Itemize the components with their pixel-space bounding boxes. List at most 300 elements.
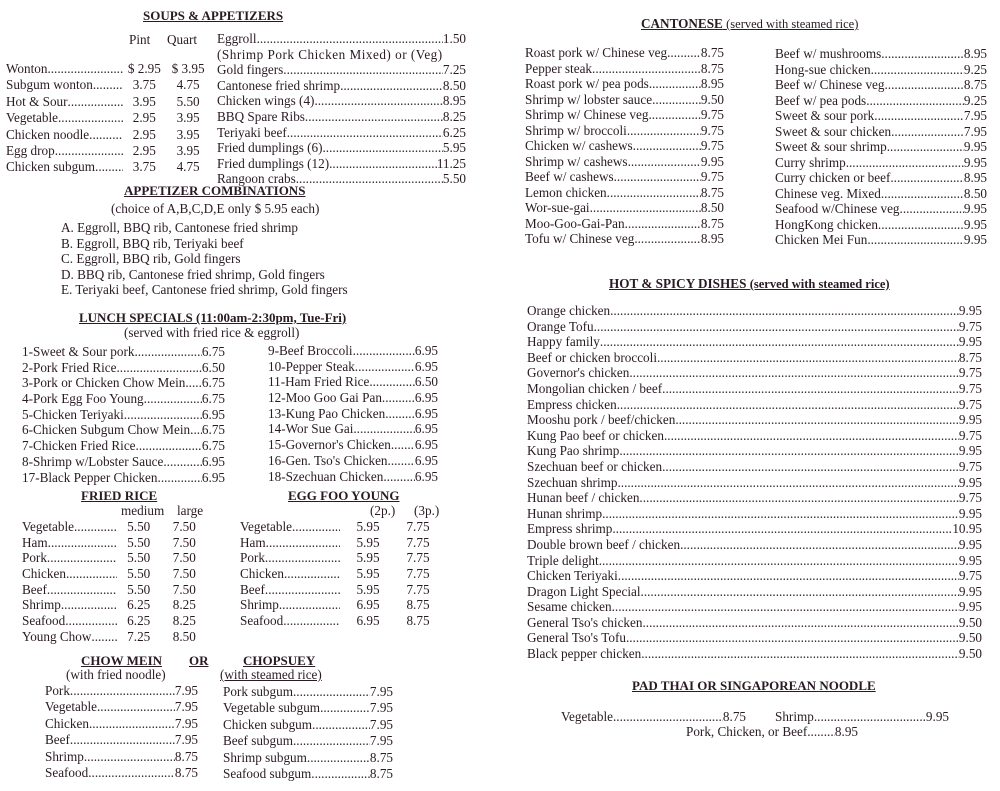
fried-rice-list xyxy=(22,519,208,645)
pad-thai-title: PAD THAI OR SINGAPOREAN NOODLE xyxy=(632,678,876,693)
pad-thai-vegetable: Vegetable ..... 8.75 xyxy=(561,709,746,725)
item-name: Eggroll xyxy=(217,31,257,46)
dot-leader xyxy=(61,597,117,613)
item-price: 9.95 xyxy=(958,412,982,428)
efy-col-2p: (2p.) xyxy=(370,503,396,518)
lunch-right-list xyxy=(268,343,438,484)
combos-subtitle: (choice of A,B,C,D,E only $ 5.95 each) xyxy=(111,201,320,216)
menu-item xyxy=(217,31,466,47)
combo-item: D. BBQ rib, Cantonese fried shrimp, Gold fingers xyxy=(61,266,325,282)
menu-item xyxy=(527,584,982,600)
lunch-title: LUNCH SPECIALS (11:00am-2:30pm, Tue-Fri) xyxy=(79,310,347,325)
hot-spicy-list xyxy=(527,303,982,662)
dot-leader xyxy=(89,716,175,732)
dot-leader xyxy=(599,553,959,569)
item-price-1: 6.25 xyxy=(127,613,151,629)
item-price: 6.75 xyxy=(201,375,225,391)
menu-item xyxy=(775,93,987,109)
dot-leader xyxy=(900,201,964,217)
item-price: 7.95 xyxy=(369,716,393,732)
item-name: Seafood xyxy=(22,613,66,629)
item-name-cell xyxy=(240,535,340,551)
item-name: Chicken w/ cashews xyxy=(525,138,633,153)
item-price: 6.25 xyxy=(442,124,466,140)
dot-leader xyxy=(612,521,952,537)
item-price: 9.95 xyxy=(958,599,982,615)
menu-item xyxy=(775,155,987,171)
item-name: Beef w/ mushrooms xyxy=(775,46,882,61)
menu-item xyxy=(22,470,225,486)
item-price: 8.75 xyxy=(369,765,393,781)
item-name: General Tso's chicken xyxy=(527,614,643,630)
dot-leader xyxy=(314,93,442,109)
item-price-1: 6.25 xyxy=(127,597,151,613)
dot-leader xyxy=(70,683,175,699)
item-price: 9.50 xyxy=(958,646,982,662)
item-name: Roast pork w/ Chinese veg xyxy=(525,45,668,60)
menu-item xyxy=(223,733,393,749)
item-price: 6.50 xyxy=(201,359,225,375)
menu-item xyxy=(217,125,466,141)
menu-item xyxy=(268,469,438,485)
item-price-2: 3.95 xyxy=(176,110,200,126)
item-name: Chicken Teriyaki xyxy=(527,568,618,584)
item-price: 6.95 xyxy=(414,437,438,453)
dot-leader xyxy=(89,127,123,143)
item-price-1: $ 2.95 xyxy=(127,61,161,76)
menu-item xyxy=(22,391,225,407)
dot-leader xyxy=(185,375,202,391)
dot-leader xyxy=(136,438,202,454)
item-name: Subgum wonton xyxy=(6,77,93,93)
menu-item xyxy=(527,568,982,584)
item-name: 4-Pork Egg Foo Young xyxy=(22,391,144,407)
item-name: 6-Chicken Subgum Chow Mein xyxy=(22,422,191,438)
dot-leader xyxy=(592,61,701,77)
item-price: 8.95 xyxy=(963,170,987,185)
dot-leader xyxy=(629,365,959,381)
menu-item xyxy=(240,550,440,566)
eggroll-note: (Shrimp Pork Chicken Mixed) or (Veg) xyxy=(217,46,443,62)
item-price: 7.95 xyxy=(369,700,393,716)
item-name-cell xyxy=(240,550,340,566)
item-price: 8.25 xyxy=(442,108,466,124)
item-price: 6.75 xyxy=(201,344,225,359)
item-price: 8.50 xyxy=(700,200,724,215)
item-name: Beef or chicken broccoli xyxy=(527,349,657,365)
menu-item xyxy=(45,683,198,699)
item-price: 9.75 xyxy=(958,380,982,396)
item-price: 9.75 xyxy=(958,365,982,381)
dot-leader xyxy=(47,61,123,77)
menu-item xyxy=(6,110,211,126)
menu-item xyxy=(527,303,982,319)
item-price: 9.95 xyxy=(963,154,987,170)
menu-item xyxy=(22,535,208,551)
item-name: Pork xyxy=(45,683,70,698)
dot-leader xyxy=(293,684,370,700)
item-price-1: 5.95 xyxy=(356,566,380,582)
item-price: 9.75 xyxy=(958,490,982,506)
menu-item xyxy=(6,159,211,175)
item-price-2: 8.25 xyxy=(172,613,196,629)
item-price: 9.95 xyxy=(958,536,982,552)
item-price: 8.75 xyxy=(700,45,724,60)
item-name: Shrimp w/ broccoli xyxy=(525,122,627,138)
item-price: 6.95 xyxy=(414,390,438,406)
menu-item xyxy=(525,61,724,77)
menu-item xyxy=(223,766,393,782)
item-price-2: 3.95 xyxy=(176,142,200,158)
item-name: Black pepper chicken xyxy=(527,646,642,662)
item-price: 7.95 xyxy=(369,733,393,749)
lunch-subtitle: (served with fried rice & eggroll) xyxy=(124,325,300,340)
dot-leader xyxy=(163,454,202,470)
item-name: Empress shrimp xyxy=(527,521,613,537)
menu-item xyxy=(6,127,211,143)
item-name: HongKong chicken xyxy=(775,216,878,232)
item-name: Roast pork w/ pea pods xyxy=(525,76,649,91)
menu-item xyxy=(268,374,438,390)
item-price-1: 3.95 xyxy=(132,93,156,109)
item-price-1: 5.50 xyxy=(127,519,151,534)
combo-item: E. Teriyaki beef, Cantonese fried shrimp, Gold fingers xyxy=(61,282,348,298)
item-price-2: 8.25 xyxy=(172,597,196,613)
item-price-1: 2.95 xyxy=(132,110,156,126)
item-price-2: 4.75 xyxy=(176,77,200,93)
item-price: 7.95 xyxy=(174,683,198,698)
item-name-cell xyxy=(6,77,123,93)
menu-item xyxy=(527,553,982,569)
item-name: Double brown beef / chicken xyxy=(527,536,681,552)
item-price: 6.95 xyxy=(414,468,438,484)
item-name: Chicken subgum xyxy=(223,716,313,732)
item-price-1: 6.95 xyxy=(356,613,380,629)
item-price: 9.95 xyxy=(958,583,982,599)
menu-item xyxy=(775,77,987,93)
item-price: 8.50 xyxy=(442,77,466,93)
dot-leader xyxy=(385,406,415,422)
dot-leader xyxy=(607,185,701,201)
item-price: 10.95 xyxy=(952,521,982,537)
dot-leader xyxy=(627,123,701,139)
item-name-cell xyxy=(6,61,123,77)
menu-item xyxy=(527,350,982,366)
menu-item xyxy=(22,566,208,582)
dot-leader xyxy=(382,390,415,406)
dot-leader xyxy=(652,92,701,108)
menu-item xyxy=(268,359,438,375)
item-name: Sesame chicken xyxy=(527,599,612,615)
item-price: 7.95 xyxy=(174,715,198,731)
menu-item xyxy=(527,459,982,475)
item-name: Wonton xyxy=(6,61,48,76)
menu-item xyxy=(525,216,724,232)
menu-item xyxy=(525,123,724,139)
item-name: Shrimp xyxy=(240,597,279,613)
item-name: 8-Shrimp w/Lobster Sauce xyxy=(22,453,164,469)
menu-item xyxy=(527,599,982,615)
item-name: 9-Beef Broccoli xyxy=(268,343,353,358)
menu-item xyxy=(775,62,987,78)
item-name: Fried dumplings (6) xyxy=(217,140,323,156)
dot-leader xyxy=(48,535,117,551)
dot-leader xyxy=(97,699,175,715)
item-name: Seafood xyxy=(240,613,284,629)
item-price: 7.95 xyxy=(963,123,987,139)
item-name: Pork subgum xyxy=(223,684,293,699)
item-name: Shrimp subgum xyxy=(223,749,307,765)
dot-leader xyxy=(657,350,959,366)
item-name: Cantonese fried shrimp xyxy=(217,77,341,93)
item-name: Vegetable subgum xyxy=(223,700,321,716)
dot-leader xyxy=(91,629,117,645)
dot-leader xyxy=(628,154,701,170)
hot-spicy-title: HOT & SPICY DISHES xyxy=(609,276,747,291)
item-name-cell xyxy=(240,582,340,598)
item-price: 9.95 xyxy=(963,232,987,247)
menu-item xyxy=(268,406,438,422)
item-price: 7.25 xyxy=(442,62,466,78)
item-name: Orange chicken xyxy=(527,303,611,318)
item-name: Hunan beef / chicken xyxy=(527,490,640,506)
item-name: Shrimp xyxy=(45,748,84,764)
fried-rice-col-medium: medium xyxy=(121,503,165,518)
dot-leader xyxy=(293,733,370,749)
item-price: 7.95 xyxy=(174,732,198,748)
item-name: Chicken subgum xyxy=(6,159,96,175)
item-price: 9.75 xyxy=(958,396,982,412)
item-price: 9.95 xyxy=(700,153,724,169)
item-name: Beef w/ Chinese veg xyxy=(775,77,885,92)
menu-item xyxy=(217,109,466,125)
dot-leader xyxy=(88,765,175,781)
menu-item xyxy=(217,93,466,109)
item-name-cell xyxy=(22,550,117,566)
dot-leader xyxy=(283,613,340,629)
dot-leader xyxy=(190,422,202,438)
combos-list xyxy=(61,220,381,298)
menu-item xyxy=(527,506,982,522)
item-name-cell xyxy=(22,629,117,645)
dot-leader xyxy=(680,537,959,553)
dot-leader xyxy=(307,750,370,766)
dot-leader xyxy=(641,646,959,662)
dot-leader xyxy=(66,566,117,582)
menu-item xyxy=(45,699,198,715)
menu-item xyxy=(45,716,198,732)
item-name: Chicken noodle xyxy=(6,126,90,142)
item-name: BBQ Spare Ribs xyxy=(217,108,305,124)
menu-item xyxy=(525,169,724,185)
item-name-cell xyxy=(6,110,123,126)
dot-leader xyxy=(283,62,443,78)
item-price: 9.95 xyxy=(958,552,982,568)
item-price-2: 8.75 xyxy=(406,613,430,629)
item-price: 9.75 xyxy=(958,568,982,584)
menu-item xyxy=(45,749,198,765)
item-price-2: 7.50 xyxy=(172,534,196,550)
item-price: 6.95 xyxy=(414,343,438,358)
item-price: 6.75 xyxy=(201,391,225,407)
item-name-cell xyxy=(6,159,123,175)
dot-leader xyxy=(866,93,964,109)
menu-item xyxy=(223,700,393,716)
item-name-cell xyxy=(240,597,340,613)
dot-leader xyxy=(340,78,443,94)
item-price: 9.50 xyxy=(958,614,982,630)
chopsuey-list xyxy=(223,684,393,782)
item-price: 9.95 xyxy=(958,334,982,350)
item-name: 13-Kung Pao Chicken xyxy=(268,405,386,421)
dot-leader xyxy=(614,169,701,185)
item-name: Beef w/ pea pods xyxy=(775,92,867,108)
item-price: 9.75 xyxy=(700,107,724,122)
item-name: Beef xyxy=(22,581,47,597)
dot-leader xyxy=(612,599,959,615)
dot-leader xyxy=(144,391,202,407)
dot-leader xyxy=(292,519,340,535)
item-price: 8.75 xyxy=(174,748,198,764)
dot-leader xyxy=(639,490,959,506)
dot-leader xyxy=(279,597,340,613)
item-price: 9.95 xyxy=(958,303,982,318)
menu-item xyxy=(527,537,982,553)
item-name-cell xyxy=(6,143,123,159)
chopsuey-subtitle: (with steamed rice) xyxy=(220,667,322,682)
item-price: 7.95 xyxy=(963,108,987,123)
menu-item xyxy=(22,407,225,423)
menu-item xyxy=(527,428,982,444)
dot-leader xyxy=(649,76,701,92)
item-name: Rangoon crabs xyxy=(217,171,296,187)
menu-item xyxy=(527,365,982,381)
item-name-cell xyxy=(22,582,117,598)
item-price: 1.50 xyxy=(442,31,466,46)
dot-leader xyxy=(891,124,964,140)
item-price: 6.50 xyxy=(414,374,438,390)
item-price: 6.95 xyxy=(414,452,438,468)
item-price: 9.75 xyxy=(958,318,982,334)
item-name: Seafood xyxy=(45,764,89,780)
dot-leader xyxy=(874,108,964,124)
item-price-1: 3.75 xyxy=(132,159,156,175)
dot-leader xyxy=(355,359,415,375)
item-name: Chicken xyxy=(240,566,284,582)
dot-leader xyxy=(265,550,340,566)
item-price: 6.75 xyxy=(201,422,225,438)
item-price-1: 5.50 xyxy=(127,566,151,582)
dot-leader xyxy=(323,140,443,156)
hot-spicy-header xyxy=(609,276,890,292)
menu-item xyxy=(45,765,198,781)
item-name: 10-Pepper Steak xyxy=(268,358,355,374)
dot-leader xyxy=(93,77,124,93)
dot-leader xyxy=(265,582,340,598)
item-price-1: 5.95 xyxy=(356,519,380,534)
item-price: 9.95 xyxy=(963,201,987,216)
item-name-cell xyxy=(240,613,340,629)
dot-leader xyxy=(391,437,415,453)
item-name: Ham xyxy=(240,534,266,550)
item-price: 8.75 xyxy=(700,60,724,76)
menu-item xyxy=(217,62,466,78)
item-price: 9.50 xyxy=(958,630,982,646)
egg-foo-young-list xyxy=(240,519,440,629)
item-name: Dragon Light Special xyxy=(527,583,641,599)
item-price-2: 7.75 xyxy=(406,534,430,550)
item-name-cell xyxy=(22,519,117,535)
cantonese-left-list xyxy=(525,45,724,247)
dot-leader xyxy=(618,568,959,584)
dot-leader xyxy=(287,125,443,141)
menu-item xyxy=(525,185,724,201)
item-price: 9.95 xyxy=(958,505,982,521)
item-name: Young Chow xyxy=(22,628,92,644)
menu-item xyxy=(268,453,438,469)
item-price-2: 8.50 xyxy=(172,628,196,644)
dot-leader xyxy=(590,200,701,216)
dot-leader xyxy=(47,550,117,566)
item-name: 17-Black Pepper Chicken xyxy=(22,469,158,485)
item-price: 9.95 xyxy=(958,474,982,490)
chow-mein-title: CHOW MEIN xyxy=(81,653,163,668)
menu-item xyxy=(268,343,438,359)
dot-leader xyxy=(70,732,175,748)
item-name: 15-Governor's Chicken xyxy=(268,437,391,453)
cantonese-header xyxy=(641,16,858,32)
item-price-2: 7.75 xyxy=(406,566,430,582)
item-name: Kung Pao shrimp xyxy=(527,443,620,459)
dot-leader xyxy=(634,231,701,247)
menu-item xyxy=(527,615,982,631)
menu-item xyxy=(775,108,987,124)
item-price-1: 7.25 xyxy=(127,628,151,644)
menu-item xyxy=(6,94,211,110)
menu-item xyxy=(217,78,466,94)
item-name: Chicken Mei Fun xyxy=(775,232,868,247)
soups-list xyxy=(6,61,211,176)
dot-leader xyxy=(284,566,340,582)
item-price: 9.75 xyxy=(958,458,982,474)
item-price: 6.95 xyxy=(414,421,438,437)
dot-leader xyxy=(84,749,175,765)
dot-leader xyxy=(881,186,964,202)
item-name-cell xyxy=(22,613,117,629)
menu-item xyxy=(527,397,982,413)
dot-leader xyxy=(662,459,959,475)
item-price-1: 5.50 xyxy=(127,550,151,566)
item-name: 18-Szechuan Chicken xyxy=(268,468,384,484)
item-name: 7-Chicken Fried Rice xyxy=(22,438,136,454)
menu-item xyxy=(22,519,208,535)
item-name: Shrimp w/ cashews xyxy=(525,153,628,169)
menu-item xyxy=(525,231,724,247)
menu-item xyxy=(527,412,982,428)
dot-leader xyxy=(662,381,959,397)
item-name: Orange Tofu xyxy=(527,318,594,334)
dot-leader xyxy=(353,421,415,437)
item-price-2: 7.75 xyxy=(406,581,430,597)
item-name: Fried dumplings (12) xyxy=(217,155,330,171)
item-name: Sweet & sour chicken xyxy=(775,123,892,139)
item-name-cell xyxy=(240,566,340,582)
pad-thai-meat: Pork, Chicken, or Beef ..... 8.95 xyxy=(686,724,858,740)
combo-item: A. Eggroll, BBQ rib, Cantonese fried shrimp xyxy=(61,220,298,235)
item-name: 1-Sweet & Sour pork xyxy=(22,344,135,359)
item-price: 8.75 xyxy=(958,349,982,365)
item-name: Hunan shrimp xyxy=(527,505,603,521)
